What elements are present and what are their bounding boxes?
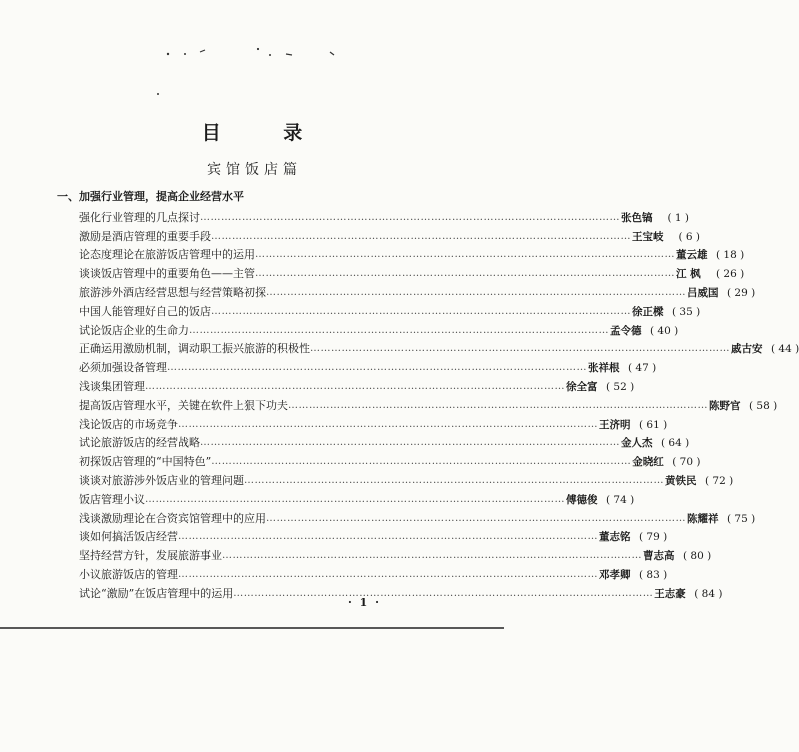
- entry-title: 浅谈激励理论在合资宾馆管理中的应用: [79, 511, 266, 525]
- dot-leader: …………………………………………………………………………………………………………: [145, 380, 565, 392]
- scan-specks: [0, 0, 504, 120]
- entry-page: ( 6 ): [678, 230, 700, 243]
- entry-author: 王宝岐: [632, 230, 664, 243]
- entry-page: ( 80 ): [683, 550, 712, 563]
- entry-title: 试论“激励”在饭店管理中的运用: [79, 586, 234, 600]
- entry-author: 张祥根: [588, 362, 620, 375]
- entry-author: 王济明: [599, 418, 631, 431]
- toc-entry: [79, 413, 668, 432]
- dot-leader: …………………………………………………………………………………………………………: [200, 437, 620, 449]
- dot-leader: …………………………………………………………………………………………………………: [266, 512, 686, 524]
- entry-title: 强化行业管理的几点探讨: [79, 210, 200, 224]
- toc-entry: [79, 262, 745, 281]
- toc-entry: [79, 394, 778, 413]
- entry-page: ( 29 ): [727, 286, 756, 299]
- dot-leader: …………………………………………………………………………………………………………: [211, 305, 631, 317]
- dot-leader: …………………………………………………………………………………………………………: [211, 230, 631, 242]
- entry-title: 旅游涉外酒店经营思想与经营策略初探: [79, 285, 266, 299]
- entry-title: 坚持经营方针，发展旅游事业: [79, 549, 222, 563]
- entry-title: 饭店管理小议: [79, 492, 145, 506]
- dot-leader: …………………………………………………………………………………………………………: [211, 456, 632, 468]
- dot-leader: …………………………………………………………………………………………………………: [288, 399, 708, 411]
- entry-page: ( 79 ): [639, 531, 668, 544]
- entry-page: ( 61 ): [639, 418, 668, 431]
- entry-page: ( 83 ): [639, 568, 668, 581]
- toc-entry: [79, 563, 668, 582]
- entry-author: 陈野官: [709, 399, 741, 412]
- entry-title: 试论饭店企业的生命力: [79, 323, 189, 337]
- entry-title: 谈谈饭店管理中的重要角色——主管: [79, 267, 255, 281]
- dot-leader: …………………………………………………………………………………………………………: [233, 587, 654, 599]
- dot-leader: …………………………………………………………………………………………………………: [255, 268, 675, 280]
- entry-title: 谈谈对旅游涉外饭店业的管理问题: [79, 473, 244, 487]
- entry-title: 谈如何搞活饭店经营: [79, 530, 178, 544]
- entry-page: ( 18 ): [716, 249, 745, 262]
- entry-page: ( 40 ): [650, 324, 679, 337]
- entry-page: ( 74 ): [606, 493, 635, 506]
- entry-author: 黄铁民: [665, 474, 697, 487]
- entry-page: ( 72 ): [705, 474, 734, 487]
- entry-author: 徐全富: [566, 380, 598, 393]
- dot-leader: …………………………………………………………………………………………………………: [255, 249, 675, 261]
- entry-page: ( 35 ): [672, 305, 701, 318]
- entry-author: 金人杰: [621, 437, 653, 450]
- section-heading: 一、加强行业管理，提高企业经营水平: [57, 190, 244, 203]
- entry-title: 小议旅游饭店的管理: [79, 567, 178, 581]
- dot-leader: …………………………………………………………………………………………………………: [222, 550, 642, 562]
- dot-leader: …………………………………………………………………………………………………………: [178, 531, 598, 543]
- entry-page: ( 64 ): [661, 437, 690, 450]
- dot-leader: …………………………………………………………………………………………………………: [145, 493, 565, 505]
- toc-entry: [79, 206, 689, 225]
- bottom-rule: [0, 626, 504, 630]
- entry-author: 戚古安: [731, 343, 763, 356]
- toc-entry: [79, 281, 756, 300]
- entry-author: 王志豪: [654, 587, 686, 600]
- dot-leader: …………………………………………………………………………………………………………: [266, 286, 686, 298]
- part-title: 宾馆饭店篇: [207, 162, 302, 178]
- toc-entry: [79, 450, 701, 469]
- toc-entry: [79, 300, 701, 319]
- toc-entry: [79, 319, 679, 338]
- entry-page: ( 58 ): [749, 399, 778, 412]
- entry-author: 陈耀祥: [687, 512, 719, 525]
- entry-author: 金晓红: [632, 456, 664, 469]
- dot-leader: …………………………………………………………………………………………………………: [200, 211, 620, 223]
- toc-list: [79, 206, 799, 601]
- entry-page: ( 47 ): [628, 362, 657, 375]
- entry-page: ( 26 ): [716, 268, 745, 281]
- entry-title: 浅论饭店的市场竞争: [79, 417, 178, 431]
- entry-title: 试论旅游饭店的经营战略: [79, 436, 200, 450]
- toc-entry: [79, 507, 756, 526]
- entry-author: 傅德俊: [566, 493, 598, 506]
- entry-title: 提高饭店管理水平，关键在软件上狠下功夫: [79, 398, 288, 412]
- entry-author: 董志铭: [599, 531, 631, 544]
- entry-author: 张色镐: [621, 211, 653, 224]
- toc-entry: [79, 488, 635, 507]
- entry-author: 邓孝卿: [599, 568, 631, 581]
- toc-entry: [79, 356, 657, 375]
- dot-leader: …………………………………………………………………………………………………………: [178, 568, 598, 580]
- dot-leader: …………………………………………………………………………………………………………: [310, 343, 730, 355]
- toc-entry: [79, 544, 712, 563]
- entry-author: 徐正樑: [632, 305, 664, 318]
- toc-entry: [79, 469, 734, 488]
- page-number: · 1 ·: [348, 596, 381, 609]
- toc-entry: [79, 375, 635, 394]
- entry-title: 论态度理论在旅游饭店管理中的运用: [79, 248, 255, 262]
- entry-page: ( 1 ): [667, 211, 689, 224]
- entry-page: ( 44 ): [771, 343, 799, 356]
- dot-leader: …………………………………………………………………………………………………………: [244, 474, 664, 486]
- toc-entry: [79, 432, 690, 451]
- entry-title: 激励是酒店管理的重要手段: [79, 229, 211, 243]
- dot-leader: …………………………………………………………………………………………………………: [178, 418, 598, 430]
- toc-entry: [79, 244, 745, 263]
- entry-author: 孟令德: [610, 324, 642, 337]
- entry-title: 正确运用激励机制，调动职工振兴旅游的积极性: [79, 342, 310, 356]
- toc-entry: [79, 225, 700, 244]
- entry-title: 中国人能管理好自己的饭店: [79, 304, 211, 318]
- toc-entry: [79, 526, 668, 545]
- entry-page: ( 84 ): [694, 587, 723, 600]
- dot-leader: …………………………………………………………………………………………………………: [189, 324, 609, 336]
- entry-author: 吕威国: [687, 286, 719, 299]
- entry-page: ( 75 ): [727, 512, 756, 525]
- entry-page: ( 70 ): [672, 456, 701, 469]
- entry-title: 必须加强设备管理: [79, 361, 167, 375]
- page-title: 目 录: [201, 122, 331, 144]
- toc-entry: [79, 338, 799, 357]
- entry-author: 董云雄: [676, 249, 708, 262]
- entry-author: 江 枫: [676, 268, 701, 281]
- entry-title: 浅谈集团管理: [79, 379, 145, 393]
- entry-author: 曹志高: [643, 550, 675, 563]
- dot-leader: …………………………………………………………………………………………………………: [167, 362, 587, 374]
- entry-page: ( 52 ): [606, 380, 635, 393]
- entry-title: 初探饭店管理的“中国特色”: [79, 455, 212, 469]
